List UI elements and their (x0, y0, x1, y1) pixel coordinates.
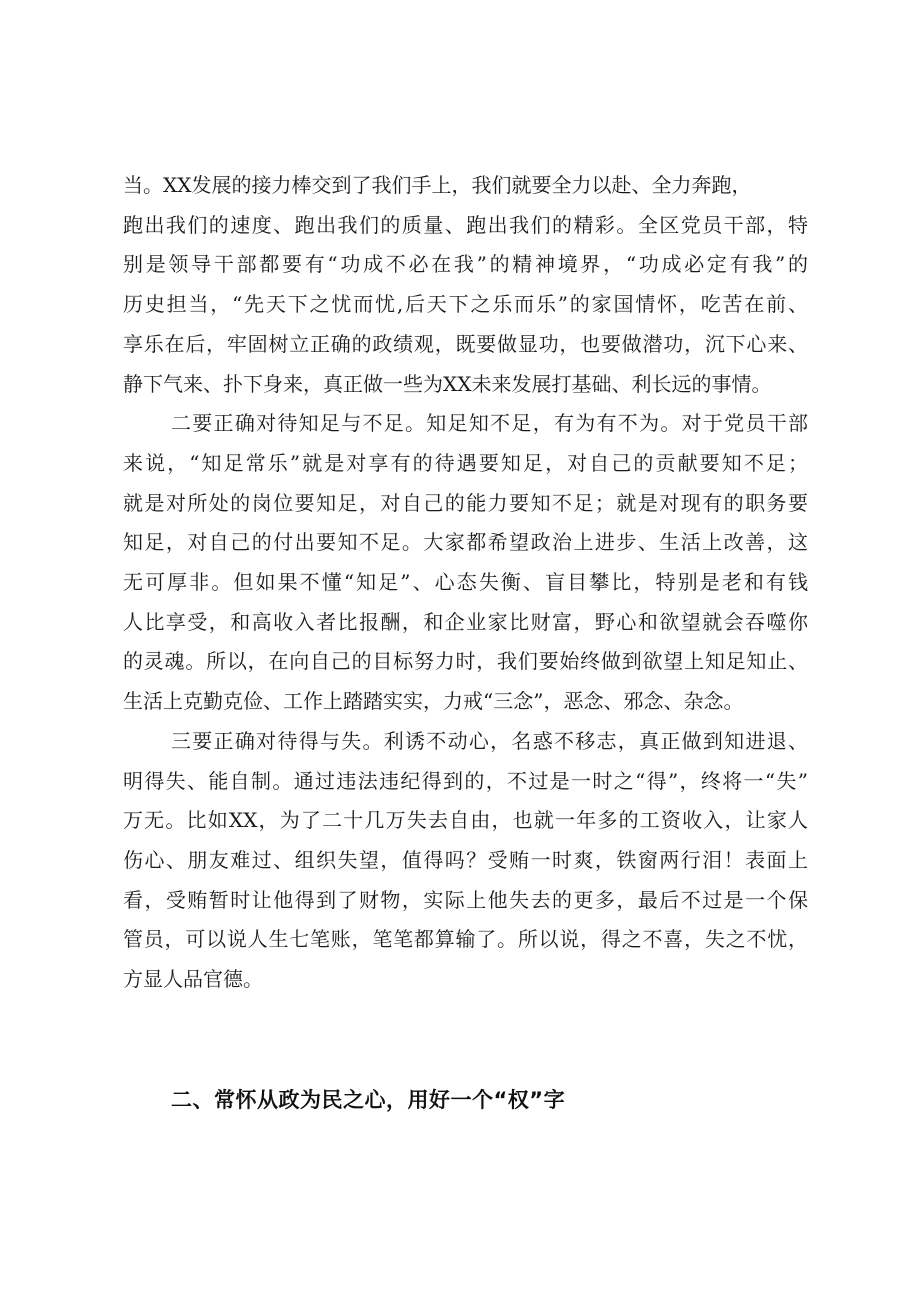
text-line: 管员，可以说人生七笔账，笔笔都算输了。所以说，得之不喜，失之不忧， (123, 927, 808, 952)
text-line: 人比享受，和高收入者比报酬，和企业家比财富，野心和欲望就会吞噬你 (123, 609, 808, 634)
text-line: 知足，对自己的付出要知不足。大家都希望政治上进步、生活上改善，这 (123, 530, 808, 555)
text-line: 生活上克勤克俭、工作上踏踏实实，力戒“三念”，恶念、邪念、杂念。 (123, 689, 744, 714)
text-line: 就是对所处的岗位要知足，对自己的能力要知不足；就是对现有的职务要 (123, 490, 808, 515)
text-line: 无可厚非。但如果不懂“知足”、心态失衡、盲目攀比，特别是老和有钱 (123, 570, 808, 595)
text-line: 看，受贿暂时让他得到了财物，实际上他失去的更多，最后不过是一个保 (123, 887, 808, 912)
text-line: 的灵魂。所以，在向自己的目标努力时，我们要始终做到欲望上知足知止、 (123, 649, 808, 674)
text-line: 二要正确对待知足与不足。知足知不足，有为有不为。对于党员干部 (171, 411, 808, 436)
text-line: 历史担当，“先天下之忧而忧,后天下之乐而乐”的家国情怀，吃苦在前、 (123, 292, 808, 317)
text-line: 伤心、朋友难过、组织失望，值得吗？受贿一时爽，铁窗两行泪！表面上 (123, 847, 808, 872)
text-line: 方显人品官德。 (123, 967, 263, 992)
text-line: 三要正确对待得与失。利诱不动心，名惑不移志，真正做到知进退、 (171, 728, 808, 753)
text-line: 来说，“知足常乐”就是对享有的待遇要知足，对自己的贡献要知不足； (123, 450, 808, 475)
text-line: 当。XX发展的接力棒交到了我们手上，我们就要全力以赴、全力奔跑， (123, 173, 752, 197)
text-line: 静下气来、扑下身来，真正做一些为XX未来发展打基础、利长远的事情。 (123, 371, 772, 396)
text-line: 明得失、能自制。通过违法违纪得到的，不过是一时之“得”，终将一“失” (123, 768, 808, 793)
text-line: 万无。比如XX，为了二十几万失去自由，也就一年多的工资收入，让家人 (123, 808, 808, 833)
body-text (123, 166, 808, 1000)
text-line: 跑出我们的速度、跑出我们的质量、跑出我们的精彩。全区党员干部，特 (123, 212, 808, 237)
text-line: 别是领导干部都要有“功成不必在我”的精神境界，“功成必定有我”的 (123, 252, 808, 277)
section-heading: 二、常怀从政为民之心，用好一个“权”字 (171, 1088, 566, 1112)
text-line: 享乐在后，牢固树立正确的政绩观，既要做显功，也要做潜功，沉下心来、 (123, 331, 808, 356)
